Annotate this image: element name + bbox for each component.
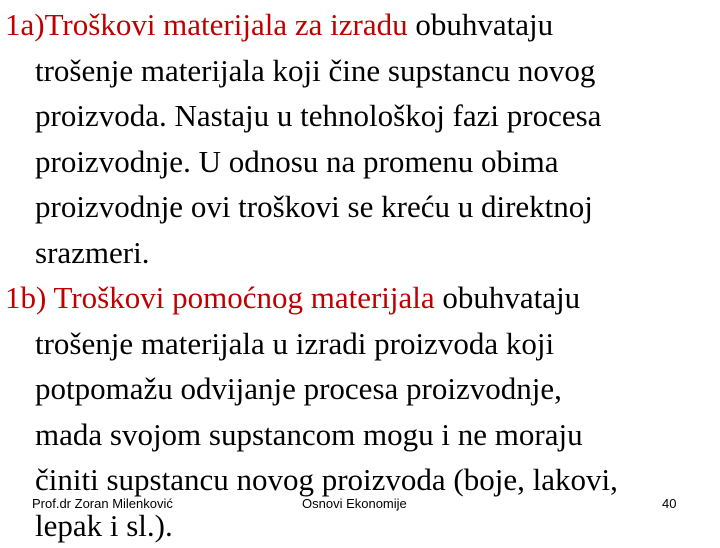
- paragraph-first-line: [5, 275, 706, 321]
- paragraph-first-line: [5, 2, 706, 48]
- paragraph-text: proizvodnje. U odnosu na promenu obima: [5, 139, 706, 185]
- paragraph-text: lepak i sl.).: [5, 503, 706, 548]
- paragraph-heading: 1b) Troškovi pomoćnog materijala: [5, 280, 435, 315]
- paragraph-text: srazmeri.: [5, 230, 706, 276]
- footer-course: Osnovi Ekonomije: [302, 496, 407, 511]
- paragraph-text: mada svojom supstancom mogu i ne moraju: [5, 412, 706, 458]
- paragraph-text: trošenje materijala u izradi proizvoda koji: [5, 321, 706, 367]
- paragraph-text: obuhvataju: [435, 280, 581, 315]
- paragraph-text: proizvoda. Nastaju u tehnološkoj fazi procesa: [5, 93, 706, 139]
- paragraph-heading: 1a)Troškovi materijala za izradu: [5, 7, 408, 42]
- paragraph-text: obuhvataju: [408, 7, 554, 42]
- paragraph-text: činiti supstancu novog proizvoda (boje, lakovi,: [5, 457, 706, 503]
- paragraph-text: proizvodnje ovi troškovi se kreću u direktnoj: [5, 184, 706, 230]
- paragraph-text: trošenje materijala koji čine supstancu novog: [5, 48, 706, 94]
- paragraph-text: potpomažu odvijanje procesa proizvodnje,: [5, 366, 706, 412]
- paragraph-1a: [5, 2, 706, 275]
- footer-page-number: 40: [662, 496, 676, 511]
- footer-author: Prof.dr Zoran Milenković: [32, 496, 173, 511]
